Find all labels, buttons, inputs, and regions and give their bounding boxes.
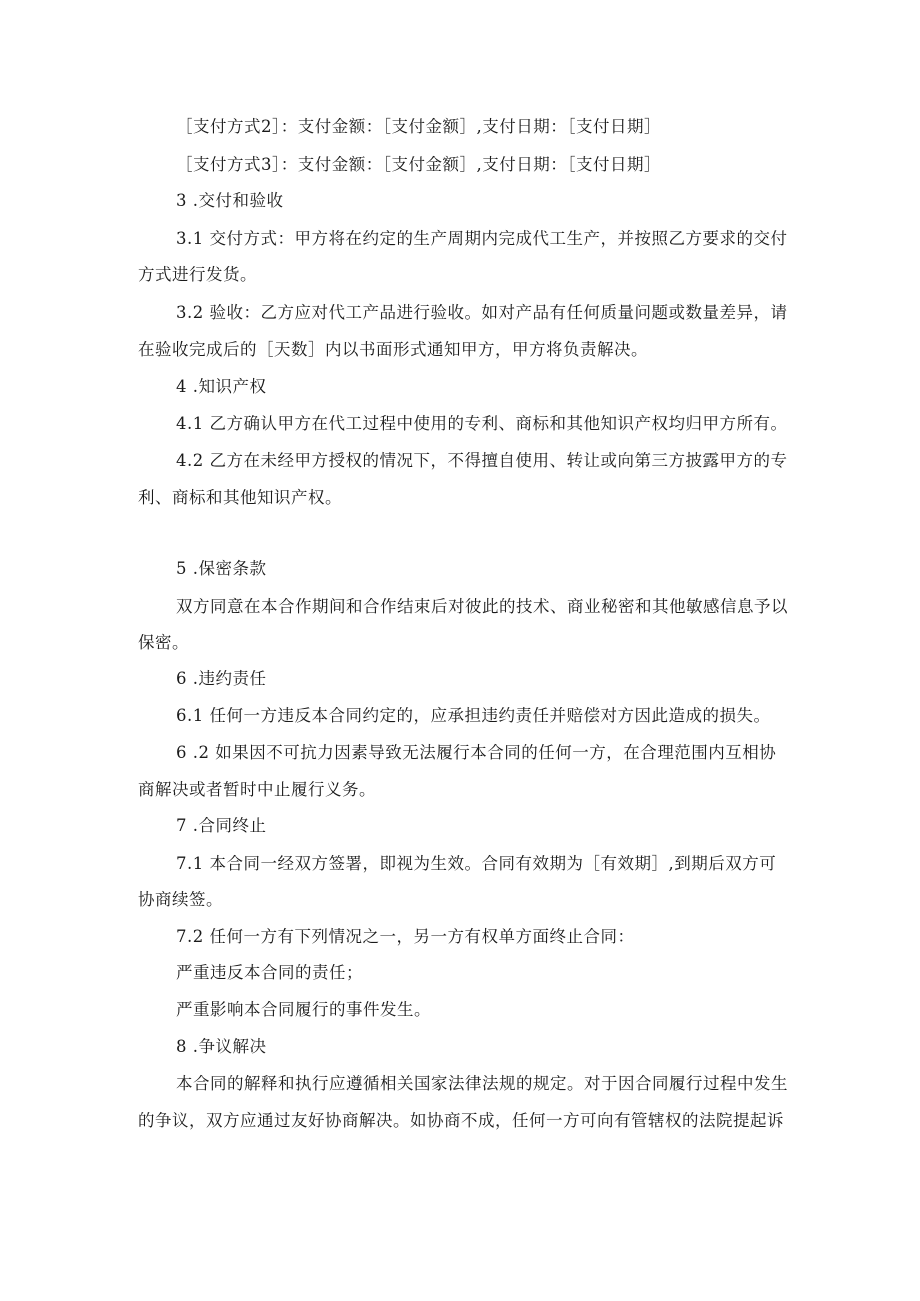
section-8-body-line-2: 的争议，双方应通过友好协商解决。如协商不成，任何一方可向有管辖权的法院提起诉: [138, 1111, 784, 1130]
clause-4-2-line-1: 4.2 乙方在未经甲方授权的情况下，不得擅自使用、转让或向第三方披露甲方的专: [176, 451, 788, 470]
clause-3-2-line-2: 在验收完成后的［天数］内以书面形式通知甲方，甲方将负责解决。: [138, 340, 648, 359]
clause-7-2-item-1: 严重违反本合同的责任；: [176, 963, 363, 982]
section-4-heading: 4 .知识产权: [176, 377, 267, 396]
section-7-heading: 7 .合同终止: [176, 816, 267, 835]
section-5-heading: 5 .保密条款: [176, 559, 267, 578]
section-8-heading: 8 .争议解决: [176, 1037, 267, 1056]
clause-3-2-line-1: 3.2 验收：乙方应对代工产品进行验收。如对产品有任何质量问题或数量差异，请: [176, 303, 788, 322]
clause-6-2-line-2: 商解决或者暂时中止履行义务。: [138, 780, 376, 799]
clause-4-1-line: 4.1 乙方确认甲方在代工过程中使用的专利、商标和其他知识产权均归甲方所有。: [176, 414, 788, 433]
clause-6-1-line: 6.1 任何一方违反本合同约定的，应承担违约责任并赔偿对方因此造成的损失。: [176, 706, 771, 725]
clause-6-2-line-1: 6 .2 如果因不可抗力因素导致无法履行本合同的任何一方，在合理范围内互相协: [176, 743, 777, 762]
section-8-body-line-1: 本合同的解释和执行应遵循相关国家法律法规的规定。对于因合同履行过程中发生: [176, 1074, 788, 1093]
clause-3-1-line-2: 方式进行发货。: [138, 265, 257, 284]
clause-7-2-item-2: 严重影响本合同履行的事件发生。: [176, 1000, 431, 1019]
section-5-body-line-2: 保密。: [138, 633, 189, 652]
section-5-body-line-1: 双方同意在本合作期间和合作结束后对彼此的技术、商业秘密和其他敏感信息予以: [176, 597, 788, 616]
section-3-heading: 3 .交付和验收: [176, 191, 284, 210]
clause-3-1-line-1: 3.1 交付方式：甲方将在约定的生产周期内完成代工生产，并按照乙方要求的交付: [176, 229, 788, 248]
section-6-heading: 6 .违约责任: [176, 669, 267, 688]
clause-7-2-line: 7.2 任何一方有下列情况之一，另一方有权单方面终止合同：: [176, 927, 635, 946]
clause-7-1-line-2: 协商续签。: [138, 890, 223, 909]
payment-method-2-line: ［支付方式2］：支付金额：［支付金额］,支付日期：［支付日期］: [176, 117, 661, 136]
payment-method-3-line: ［支付方式3］：支付金额：［支付金额］,支付日期：［支付日期］: [176, 155, 661, 174]
clause-7-1-line-1: 7.1 本合同一经双方签署，即视为生效。合同有效期为［有效期］,到期后双方可: [176, 854, 777, 873]
clause-4-2-line-2: 利、商标和其他知识产权。: [138, 488, 342, 507]
